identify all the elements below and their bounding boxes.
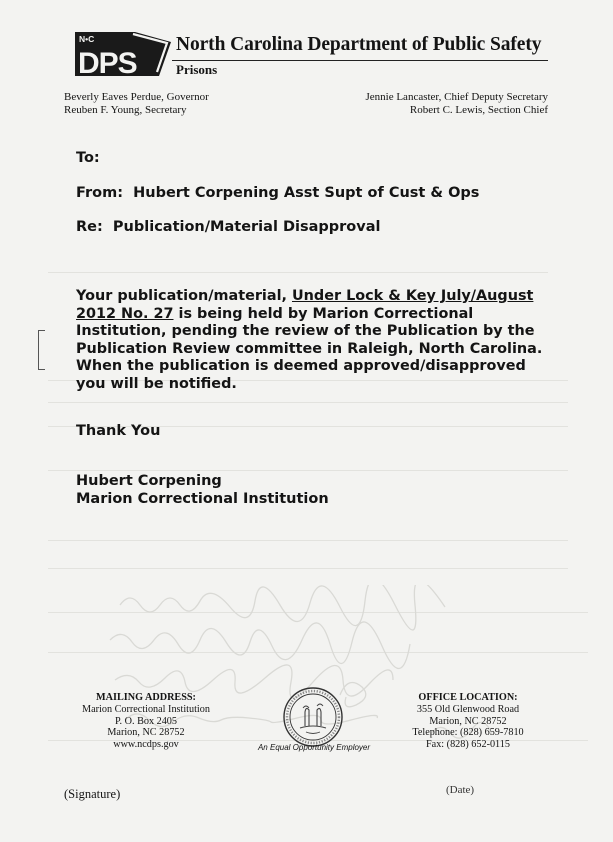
publication-title: Under Lock & Key July/August bbox=[292, 288, 534, 304]
body-line-6: you will be notified. bbox=[76, 375, 237, 392]
mailing-heading: MAILING ADDRESS: bbox=[96, 692, 196, 703]
mailing-line: Marion, NC 28752 bbox=[107, 727, 185, 739]
official-section-chief: Robert C. Lewis, Section Chief bbox=[409, 104, 548, 116]
body-line-5: When the publication is deemed approved/disapproved bbox=[76, 358, 526, 374]
notice-body bbox=[76, 288, 546, 393]
body-line-2 bbox=[76, 306, 546, 324]
mailing-line: P. O. Box 2405 bbox=[115, 715, 177, 727]
re-label: Re: bbox=[76, 219, 103, 235]
dps-logo bbox=[73, 30, 173, 78]
department-title: North Carolina Department of Public Safety bbox=[176, 34, 542, 55]
mailing-line: Marion Correctional Institution bbox=[82, 703, 210, 715]
ghost-rule bbox=[48, 402, 568, 403]
body-line-1 bbox=[76, 288, 546, 306]
body-text: Your publication/material, bbox=[76, 288, 292, 304]
equal-opportunity-text: An Equal Opportunity Employer bbox=[257, 743, 371, 752]
logo-text: DPS bbox=[78, 47, 137, 78]
memo-to bbox=[76, 150, 100, 166]
ghost-rule bbox=[48, 272, 548, 273]
ghost-rule bbox=[48, 470, 568, 471]
re-value: Publication/Material Disapproval bbox=[112, 219, 381, 235]
body-line-4: Publication Review committee in Raleigh, North Carolina. bbox=[76, 340, 543, 357]
official-secretary: Reuben F. Young, Secretary bbox=[64, 104, 187, 116]
signer-institution: Marion Correctional Institution bbox=[76, 491, 329, 507]
office-line: 355 Old Glenwood Road bbox=[416, 703, 520, 715]
official-chief-deputy: Jennie Lancaster, Chief Deputy Secretary bbox=[365, 91, 548, 103]
signer-name: Hubert Corpening bbox=[76, 473, 222, 489]
mailing-address bbox=[74, 692, 218, 751]
state-seal-icon bbox=[282, 686, 344, 748]
official-governor: Beverly Eaves Perdue, Governor bbox=[64, 91, 209, 103]
ghost-rule bbox=[48, 540, 568, 541]
from-value: Hubert Corpening Asst Supt of Cust & Ops bbox=[133, 185, 480, 201]
office-location bbox=[404, 692, 532, 751]
to-label: To: bbox=[76, 150, 100, 166]
right-officials bbox=[330, 91, 548, 117]
website-link[interactable]: www.ncdps.gov bbox=[113, 739, 179, 751]
signature-caption: (Signature) bbox=[64, 787, 121, 801]
memo-from bbox=[76, 185, 479, 201]
publication-issue: 2012 No. 27 bbox=[76, 305, 174, 322]
office-heading: OFFICE LOCATION: bbox=[418, 692, 518, 703]
office-phone: Telephone: (828) 659-7810 bbox=[412, 727, 524, 739]
division-name: Prisons bbox=[176, 62, 218, 77]
office-fax: Fax: (828) 652-0115 bbox=[426, 739, 510, 751]
memo-re bbox=[76, 219, 380, 235]
closing-thanks: Thank You bbox=[76, 423, 161, 439]
margin-bracket bbox=[38, 330, 45, 370]
office-line: Marion, NC 28752 bbox=[429, 715, 507, 727]
body-line-3: Institution, pending the review of the Publication by the bbox=[76, 323, 535, 339]
logo-badge: N•C bbox=[79, 34, 95, 44]
ghost-rule bbox=[48, 568, 568, 569]
body-text: is being held by Marion Correctional bbox=[173, 305, 474, 322]
date-caption: (Date) bbox=[446, 784, 475, 796]
left-officials bbox=[64, 91, 209, 117]
header-divider bbox=[172, 60, 548, 61]
from-label: From: bbox=[76, 185, 123, 201]
